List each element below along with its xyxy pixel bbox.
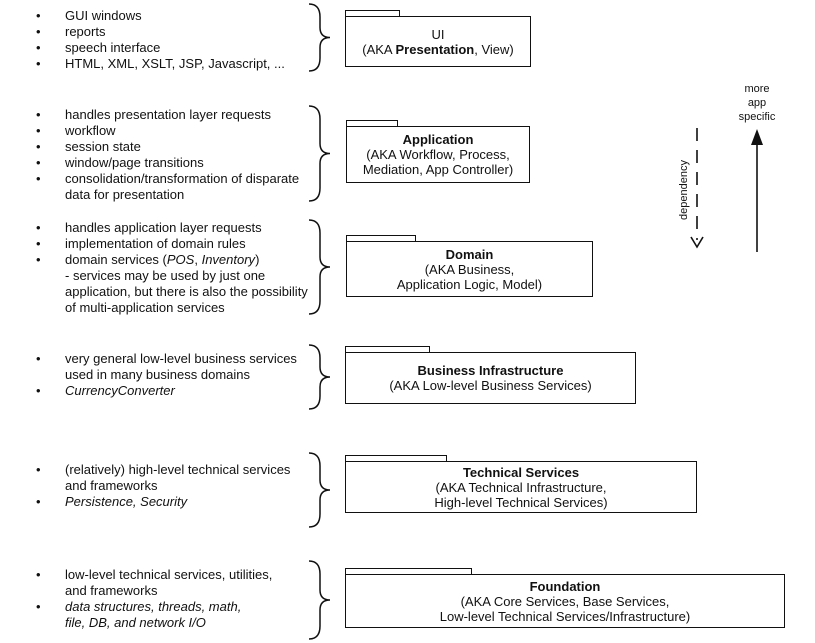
package-label: [366, 147, 510, 162]
text-segment: Low-level Technical Services/Infrastructure): [439, 608, 691, 624]
curly-brace: [308, 452, 334, 530]
package-ui: [345, 10, 531, 67]
bullet-item-continuation: [36, 300, 308, 316]
text-segment: of multi-application services: [65, 300, 225, 315]
bullet-icon: •: [36, 107, 41, 122]
bullet-text: [65, 284, 308, 300]
bullet-icon: •: [36, 40, 41, 55]
text-segment: reports: [65, 24, 106, 39]
bullet-icon: •: [36, 155, 41, 170]
package-label: [434, 495, 607, 510]
bullet-text: [65, 567, 272, 583]
dependency-arrow: [691, 128, 703, 247]
package-label: [435, 480, 606, 495]
layer-bullets-domain: [36, 220, 308, 316]
text-segment: (AKA Low-level Business Services): [389, 378, 592, 393]
bullet-item: [36, 567, 272, 583]
text-segment: very general low-level business services: [65, 351, 297, 366]
bullet-item: [36, 155, 299, 171]
bullet-icon: •: [36, 494, 41, 509]
bullet-item: [36, 24, 285, 40]
package-label: [362, 42, 514, 57]
bullet-icon: •: [36, 599, 41, 614]
text-segment: POS: [166, 252, 195, 267]
bullet-icon: •: [36, 24, 41, 39]
bullet-item-continuation: [36, 583, 272, 599]
bullet-text: [65, 107, 271, 123]
bullet-icon: •: [36, 56, 41, 71]
text-segment: (relatively) high-level technical services: [65, 462, 291, 477]
bullet-text: [65, 252, 259, 268]
text-segment: ,: [194, 252, 202, 267]
bullet-icon: •: [36, 171, 41, 186]
bullet-text: [65, 583, 157, 599]
bullet-icon: •: [36, 351, 41, 366]
layer-bullets-foundation: [36, 567, 272, 631]
text-segment: workflow: [65, 123, 116, 138]
bullet-item-continuation: [36, 478, 290, 494]
package-label: [425, 262, 515, 277]
bullet-text: [65, 462, 290, 478]
bullet-icon: [36, 583, 65, 599]
bullet-text: [65, 187, 184, 203]
text-segment: file, DB, and network I/O: [65, 615, 206, 630]
layer-bullets-business-infrastructure: [36, 351, 297, 399]
package-label: [432, 27, 445, 42]
package-label: [463, 465, 579, 480]
bullet-item-continuation: [36, 284, 308, 300]
package-body: [345, 574, 785, 628]
bullet-text: [65, 494, 187, 510]
bullet-item: [36, 252, 308, 268]
text-segment: Domain: [445, 246, 494, 262]
bullet-text: [65, 40, 160, 56]
bullet-item: [36, 599, 272, 615]
package-body: [346, 126, 530, 183]
package-label: [530, 579, 601, 594]
text-segment: speech interface: [65, 40, 161, 55]
text-segment: Mediation, App Controller): [362, 162, 514, 177]
bullet-item-continuation: [36, 187, 299, 203]
bullet-text: [65, 383, 175, 399]
package-label: [363, 162, 513, 177]
text-segment: Foundation: [529, 578, 601, 594]
text-segment: ): [255, 252, 260, 267]
bullet-text: [65, 351, 297, 367]
bullet-item: [36, 123, 299, 139]
package-label: [446, 247, 494, 262]
bullet-icon: [36, 284, 65, 300]
bullet-item: [36, 236, 308, 252]
text-segment: application, but there is also the possibility: [65, 284, 308, 299]
text-segment: and frameworks: [65, 583, 158, 598]
bullet-icon: •: [36, 236, 41, 251]
text-segment: - services may be used by just one: [65, 268, 266, 283]
text-segment: Presentation: [395, 41, 475, 57]
bullet-text: [65, 123, 116, 139]
package-label: [418, 363, 564, 378]
bullet-item: [36, 56, 285, 72]
text-segment: Inventory: [201, 252, 256, 267]
package-label: [389, 378, 591, 393]
curly-brace: [308, 219, 334, 317]
bullet-item: [36, 107, 299, 123]
text-segment: UI: [431, 26, 445, 42]
text-segment: Persistence, Security: [65, 494, 188, 509]
package-label: [403, 132, 474, 147]
bullet-item: [36, 139, 299, 155]
text-segment: High-level Technical Services): [434, 494, 608, 510]
text-segment: window/page transitions: [65, 155, 204, 170]
package-application: [346, 120, 530, 183]
bullet-icon: •: [36, 252, 41, 267]
text-segment: (AKA: [362, 41, 396, 57]
bullet-text: [65, 478, 157, 494]
text-segment: session state: [65, 139, 141, 154]
text-segment: data for presentation: [65, 187, 185, 202]
curly-brace: [308, 105, 334, 204]
bullet-text: [65, 268, 265, 284]
package-label: [440, 609, 690, 624]
bullet-icon: •: [36, 462, 41, 477]
bullet-icon: [36, 300, 65, 316]
text-segment: Application Logic, Model): [396, 276, 543, 292]
text-segment: Business Infrastructure: [417, 363, 564, 378]
bullet-text: [65, 139, 141, 155]
bullet-icon: [36, 615, 65, 631]
curly-brace: [308, 560, 334, 642]
bullet-icon: [36, 367, 65, 383]
bullet-item: [36, 383, 297, 399]
layer-bullets-ui: [36, 8, 285, 72]
text-segment: low-level technical services, utilities,: [65, 567, 273, 582]
bullet-item: [36, 351, 297, 367]
layer-bullets-application: [36, 107, 299, 203]
bullet-text: [65, 8, 142, 24]
text-segment: data structures, threads, math,: [65, 599, 242, 614]
package-body: [345, 16, 531, 67]
bullet-text: [65, 56, 285, 72]
text-segment: consolidation/transformation of disparate: [65, 171, 300, 186]
package-foundation: [345, 568, 785, 628]
text-segment: Technical Services: [462, 464, 580, 480]
text-segment: (AKA Technical Infrastructure,: [435, 479, 607, 495]
bullet-icon: •: [36, 383, 41, 398]
package-label: [461, 594, 670, 609]
text-segment: HTML, XML, XSLT, JSP, Javascript, ...: [65, 56, 285, 71]
bullet-text: [65, 599, 241, 615]
bullet-item-continuation: [36, 268, 308, 284]
more-app-specific-line: specific: [738, 111, 776, 123]
bullet-item: [36, 171, 299, 187]
text-segment: (AKA Business,: [424, 261, 515, 277]
more-app-specific-arrow: [751, 129, 763, 252]
package-label: [397, 277, 542, 292]
bullet-icon: [36, 187, 65, 203]
text-segment: used in many business domains: [65, 367, 250, 382]
bullet-text: [65, 367, 250, 383]
more-app-specific-line: more: [744, 83, 770, 95]
bullet-text: [65, 220, 262, 236]
dependency-label: dependency: [678, 160, 690, 220]
curly-brace: [308, 344, 334, 412]
bullet-icon: •: [36, 220, 41, 235]
text-segment: implementation of domain rules: [65, 236, 246, 251]
text-segment: GUI windows: [65, 8, 142, 23]
bullet-icon: •: [36, 139, 41, 154]
bullet-item-continuation: [36, 615, 272, 631]
more-app-specific-label: [727, 82, 787, 124]
bullet-icon: [36, 478, 65, 494]
text-segment: CurrencyConverter: [65, 383, 175, 398]
bullet-text: [65, 171, 299, 187]
text-segment: Application: [402, 132, 474, 147]
bullet-item: [36, 494, 290, 510]
bullet-icon: •: [36, 8, 41, 23]
package-body: [345, 352, 636, 404]
package-domain: [346, 235, 593, 297]
package-technical-services: [345, 455, 697, 513]
bullet-item: [36, 8, 285, 24]
bullet-item: [36, 40, 285, 56]
curly-brace: [308, 3, 334, 74]
text-segment: handles presentation layer requests: [65, 107, 271, 122]
text-segment: handles application layer requests: [65, 220, 262, 235]
text-segment: domain services (: [65, 252, 167, 267]
bullet-text: [65, 300, 225, 316]
package-body: [346, 241, 593, 297]
text-segment: (AKA Core Services, Base Services,: [460, 593, 670, 609]
text-segment: and frameworks: [65, 478, 158, 493]
text-segment: (AKA Workflow, Process,: [366, 147, 510, 162]
bullet-text: [65, 155, 204, 171]
more-app-specific-line: app: [747, 97, 767, 109]
bullet-item: [36, 220, 308, 236]
bullet-text: [65, 24, 105, 40]
bullet-item-continuation: [36, 367, 297, 383]
bullet-text: [65, 615, 206, 631]
layer-bullets-technical-services: [36, 462, 290, 510]
text-segment: , View): [474, 41, 514, 57]
package-body: [345, 461, 697, 513]
package-business-infrastructure: [345, 346, 636, 404]
bullet-item: [36, 462, 290, 478]
bullet-icon: [36, 268, 65, 284]
bullet-icon: •: [36, 567, 41, 582]
bullet-icon: •: [36, 123, 41, 138]
bullet-text: [65, 236, 246, 252]
